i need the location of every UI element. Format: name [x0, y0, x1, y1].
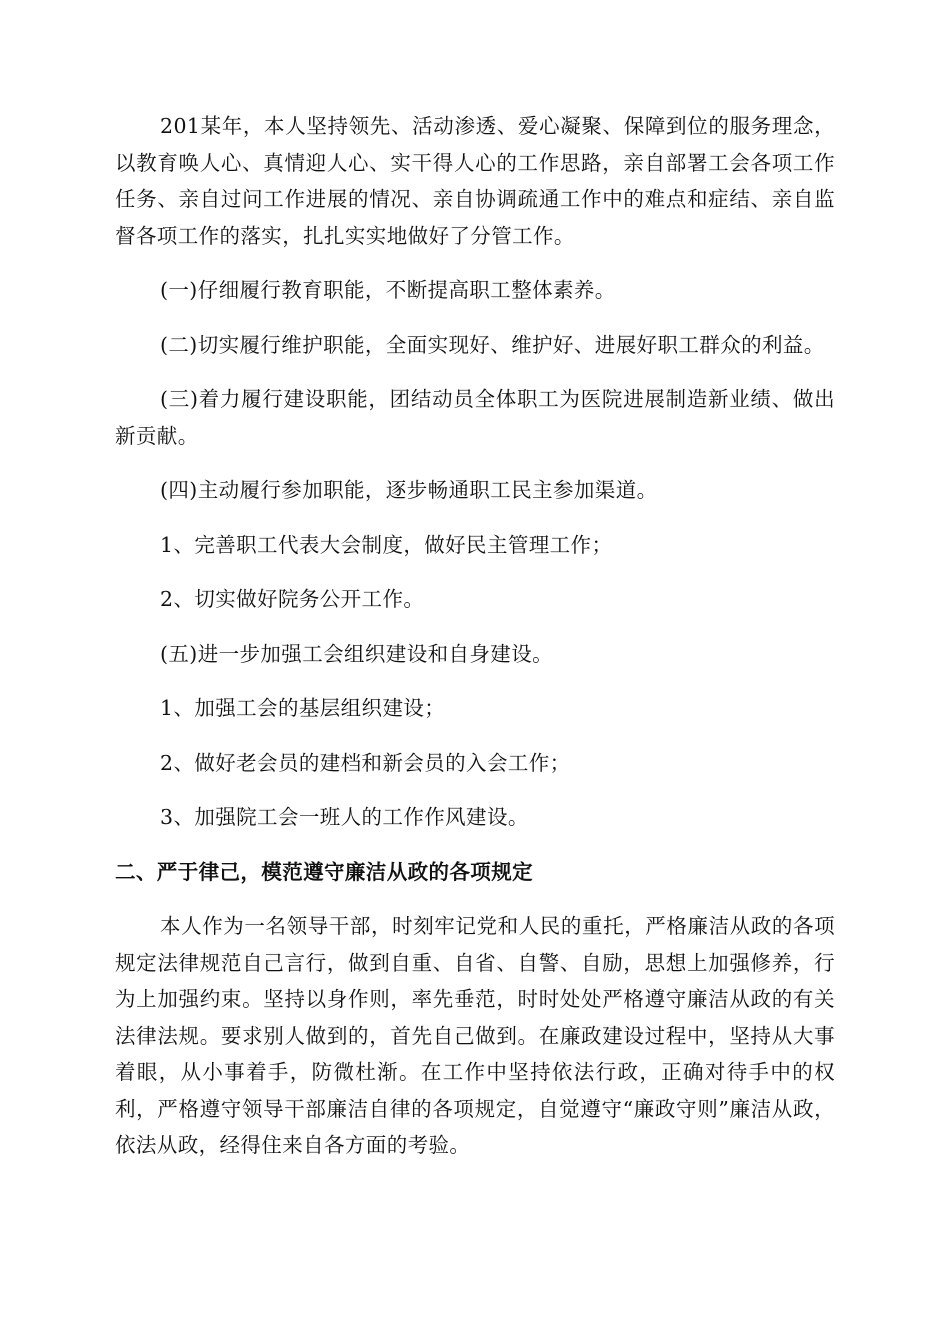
paragraph-intro: 201某年，本人坚持领先、活动渗透、爱心凝聚、保障到位的服务理念，以教育唤人心、真情迎人心、实干得人心的工作思路，亲自部署工会各项工作任务、亲自过问工作进展的情况、亲自协调疏通工作中的难点和症结、亲自监督各项工作的落实，扎扎实实地做好了分管工作。: [115, 114, 835, 248]
paragraph-subitem-5-2: 2、做好老会员的建档和新会员的入会工作；: [160, 750, 571, 775]
paragraph-item-4: (四)主动履行参加职能，逐步畅通职工民主参加渠道。: [160, 478, 658, 502]
paragraph-subitem-5-3: 3、加强院工会一班人的工作作风建设。: [160, 805, 529, 829]
document-page: [115, 108, 835, 1164]
paragraph-closing: 本人作为一名领导干部，时刻牢记党和人民的重托，严格廉洁从政的各项规定法律规范自己言行，做到自重、自省、自警、自励，思想上加强修养，行为上加强约束。坚持以身作则，率先垂范，时时处处严格遵守廉洁从政的有关法律法规。要求别人做到的，首先自己做到。在廉政建设过程中，坚持从大事着眼，从小事着手，防微杜渐。在工作中坚持依法行政，正确对待手中的权利，严格遵守领导干部廉洁自律的各项规定，自觉遵守“廉政守则”廉洁从政，依法从政，经得住来自各方面的考验。: [115, 914, 835, 1157]
paragraph-subitem-4-1: 1、完善职工代表大会制度，做好民主管理工作；: [160, 532, 613, 557]
paragraph-item-3: (三)着力履行建设职能，团结动员全体职工为医院进展制造新业绩、做出新贡献。: [115, 387, 835, 448]
paragraph-item-5: (五)进一步加强工会组织建设和自身建设。: [160, 641, 553, 666]
paragraph-item-2: (二)切实履行维护职能，全面实现好、维护好、进展好职工群众的利益。: [160, 332, 825, 357]
paragraph-subitem-5-1: 1、加强工会的基层组织建设；: [160, 696, 446, 720]
paragraph-subitem-4-2: 2、切实做好院务公开工作。: [160, 587, 425, 611]
paragraph-item-1: (一)仔细履行教育职能，不断提高职工整体素养。: [160, 278, 616, 302]
section-heading: 二、严于律己，模范遵守廉洁从政的各项规定: [115, 859, 533, 884]
